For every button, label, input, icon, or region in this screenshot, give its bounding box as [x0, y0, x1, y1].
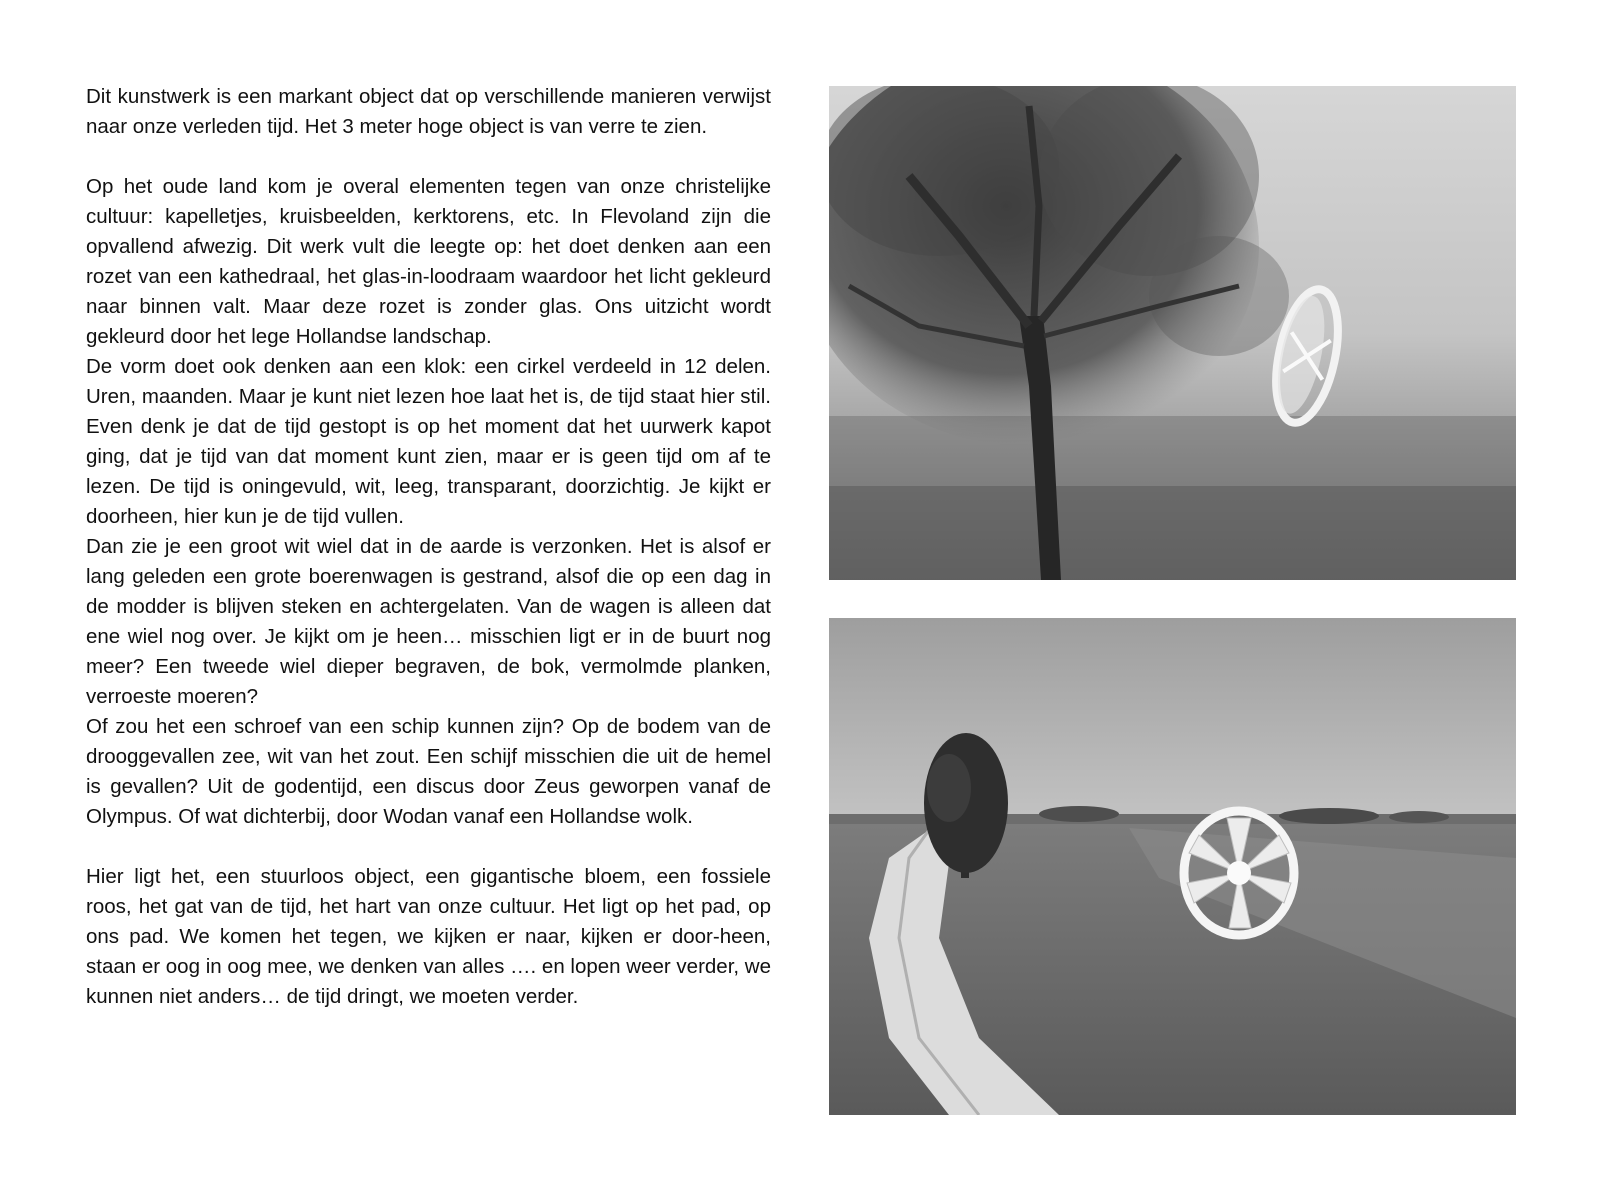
article-text	[86, 82, 771, 1012]
paragraph-3: De vorm doet ook denken aan een klok: een cirkel verdeeld in 12 delen. Uren, maanden. Maar je kunt niet lezen hoe laat het is, de tijd staat hier stil. Even denk je dat de tijd gestopt is op het moment dat het uurwerk kapot ging, dat je tijd van dat moment kunt zien, maar er is geen tijd om af te lezen. De tijd is oningevuld, wit, leeg, transparant, doorzichtig. Je kijkt er doorheen, hier kun je de tijd vullen.	[86, 355, 771, 528]
paragraph-1: Dit kunstwerk is een markant object dat op verschillende manieren verwijst naar onze verleden tijd. Het 3 meter hoge object is van verre te zien.	[86, 85, 771, 138]
paragraph-6: Hier ligt het, een stuurloos object, een gigantische bloem, een fossiele roos, het gat van de tijd, het hart van onze cultuur. Het ligt op het pad, op ons pad. We komen het tegen, we kijken er naar, kijken er door-heen, staan er oog in oog mee, we denken van alles …. en lopen weer verder, we kunnen niet anders… de tijd dringt, we moeten verder.	[86, 865, 771, 1008]
field-path-wheel-photo	[829, 618, 1516, 1115]
fog-tree-wheel-photo	[829, 86, 1516, 580]
paragraph-5: Of zou het een schroef van een schip kunnen zijn? Op de bodem van de drooggevallen zee, wit van het zout. Een schijf misschien die uit de hemel is gevallen? Uit de godentijd, een discus door Zeus geworpen vanaf de Olympus. Of wat dichterbij, door Wodan vanaf een Hollandse wolk.	[86, 715, 771, 828]
paragraph-2: Op het oude land kom je overal elementen tegen van onze christelijke cultuur: kapelletjes, kruisbeelden, kerktorens, etc. In Flevoland zijn die opvallend afwezig. Dit werk vult die leegte op: het doet denken aan een rozet van een kathedraal, het glas-in-loodraam waardoor het licht gekleurd naar binnen valt. Maar deze rozet is zonder glas. Ons uitzicht wordt gekleurd door het lege Hollandse landschap.	[86, 175, 771, 348]
paragraph-4: Dan zie je een groot wit wiel dat in de aarde is verzonken. Het is alsof er lang geleden een grote boerenwagen is gestrand, alsof die op een dag in de modder is blijven steken en achtergelaten. Van de wagen is alleen dat ene wiel nog over. Je kijkt om je heen… misschien ligt er in de buurt nog meer? Een tweede wiel dieper begraven, de bok, vermolmde planken, verroeste moeren?	[86, 535, 771, 708]
